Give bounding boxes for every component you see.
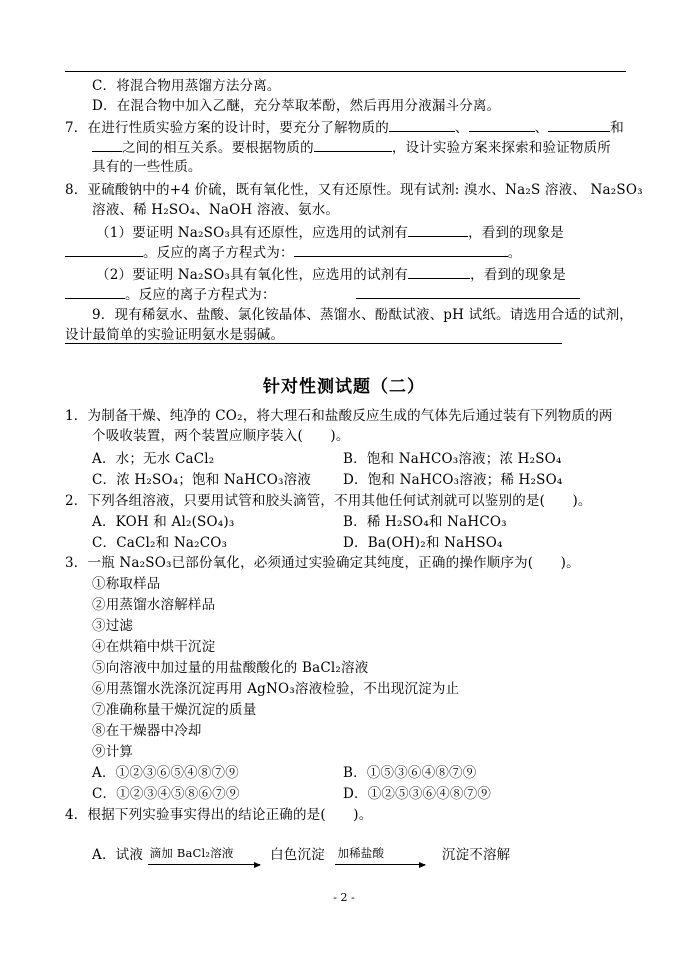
q2-option-d[interactable]: D．Ba(OH)₂和 NaHSO₄ [343, 535, 503, 551]
header-rule [65, 71, 626, 72]
answer-blank[interactable] [408, 264, 470, 279]
question-9-line-2: 设计最简单的实验证明氨水是弱碱。 [65, 327, 285, 343]
q2-option-b[interactable]: B．稀 H₂SO₄和 NaHCO₃ [343, 514, 507, 530]
option-c-line: C．将混合物用蒸馏方法分离。 [92, 78, 281, 94]
question-9-line-1: 9．现有稀氨水、盐酸、氯化铵晶体、蒸馏水、酚酞试液、pH 试纸。请选用合适的试剂， [92, 307, 633, 323]
q3-step: ②用蒸馏水溶解样品 [92, 597, 216, 613]
question-8-1-line-1: （1）要证明 Na₂SO₃具有还原性，应选用的试剂有 ，看到的现象是 [96, 222, 564, 243]
reaction-arrow-icon: 滴加 BaCl₂溶液 [148, 848, 260, 865]
answer-blank[interactable] [548, 117, 610, 132]
q3-step: ⑧在干燥器中冷却 [92, 723, 202, 739]
answer-blank[interactable] [408, 222, 468, 237]
question-8-1-line-2: 。反应的离子方程式为： 。 [65, 242, 521, 263]
q4-option-a[interactable]: A．试液 滴加 BaCl₂溶液 白色沉淀 加稀盐酸 沉淀不溶解 [92, 846, 511, 863]
question-3-stem: 3．一瓶 Na₂SO₃已部份氧化，必须通过实验确定其纯度，正确的操作顺序为( )。 [65, 555, 580, 571]
question-8-line-2: 溶液、稀 H₂SO₄、NaOH 溶液、氨水。 [92, 202, 340, 218]
q1-option-d[interactable]: D．饱和 NaHCO₃溶液；稀 H₂SO₄ [343, 472, 563, 488]
answer-blank[interactable] [294, 242, 508, 257]
q3-option-a[interactable]: A．①②③⑥⑤④⑧⑦⑨ [92, 765, 239, 781]
question-7-line-1: 7．在进行性质实验方案的设计时，要充分了解物质的 、 、 和 [65, 117, 624, 138]
answer-blank[interactable] [65, 284, 125, 299]
question-8-2-line-1: （2）要证明 Na₂SO₃具有氧化性，应选用的试剂有 ，看到的现象是 [96, 264, 566, 285]
q3-step: ⑥用蒸馏水洗涤沉淀再用 AgNO₃溶液检验，不出现沉淀为止 [92, 681, 460, 697]
question-8-2-line-2: 。反应的离子方程式为： [65, 284, 580, 305]
q3-step: ④在烘箱中烘干沉淀 [92, 639, 216, 655]
answer-blank[interactable] [356, 284, 580, 299]
q3-option-c[interactable]: C．①②③④⑤⑧⑥⑦⑨ [92, 786, 240, 802]
question-1-stem-line-1: 1．为制备干燥、纯净的 CO₂，将大理石和盐酸反应生成的气体先后通过装有下列物质的两 [65, 408, 613, 424]
q3-step: ③过滤 [92, 618, 134, 634]
question-8-line-1: 8．亚硫酸钠中的+4 价硫，既有氧化性，又有还原性。现有试剂: 溴水、Na₂S 溶液、 Na₂SO₃ [65, 182, 643, 198]
q2-option-c[interactable]: C．CaCl₂和 Na₂CO₃ [92, 535, 228, 551]
q1-option-b[interactable]: B．饱和 NaHCO₃溶液；浓 H₂SO₄ [343, 451, 562, 467]
q1-option-a[interactable]: A．水；无水 CaCl₂ [92, 451, 215, 467]
answer-blank[interactable] [65, 242, 143, 257]
section-title: 针对性测试题（二） [263, 377, 425, 397]
q3-step: ⑨计算 [92, 744, 134, 760]
question-4-stem: 4．根据下列实验事实得出的结论正确的是( )。 [65, 807, 373, 823]
q3-option-b[interactable]: B．①⑤③⑥④⑧⑦⑨ [343, 765, 477, 781]
question-7-line-2: 之间的相互关系。要根据物质的 ，设计实验方案来探索和验证物质所 [92, 137, 611, 158]
question-1-stem-line-2: 个吸收装置，两个装置应顺序装入( )。 [92, 428, 350, 444]
q1-option-c[interactable]: C．浓 H₂SO₄；饱和 NaHCO₃溶液 [92, 472, 311, 488]
answer-blank[interactable] [389, 117, 455, 132]
q2-option-a[interactable]: A．KOH 和 Al₂(SO₄)₃ [92, 514, 235, 530]
answer-blank[interactable] [469, 117, 535, 132]
reaction-arrow-icon: 加稀盐酸 [335, 848, 425, 865]
q3-step: ①称取样品 [92, 576, 161, 592]
question-2-stem: 2．下列各组溶液，只要用试管和胶头滴管，不用其他任何试剂就可以鉴别的是( )。 [65, 493, 592, 509]
q3-step: ⑦准确称量干燥沉淀的质量 [92, 702, 257, 718]
answer-rule [65, 343, 562, 344]
q3-step: ⑤向溶液中加过量的用盐酸酸化的 BaCl₂溶液 [92, 660, 369, 676]
answer-blank[interactable] [92, 137, 122, 152]
page-number: - 2 - [333, 891, 355, 904]
q3-option-d[interactable]: D．①②⑤③⑥④⑧⑦⑨ [343, 786, 492, 802]
answer-blank[interactable] [314, 137, 392, 152]
option-d-line: D．在混合物中加入乙醚，充分萃取苯酚，然后再用分液漏斗分离。 [92, 98, 501, 114]
question-7-line-3: 具有的一些性质。 [92, 159, 202, 175]
